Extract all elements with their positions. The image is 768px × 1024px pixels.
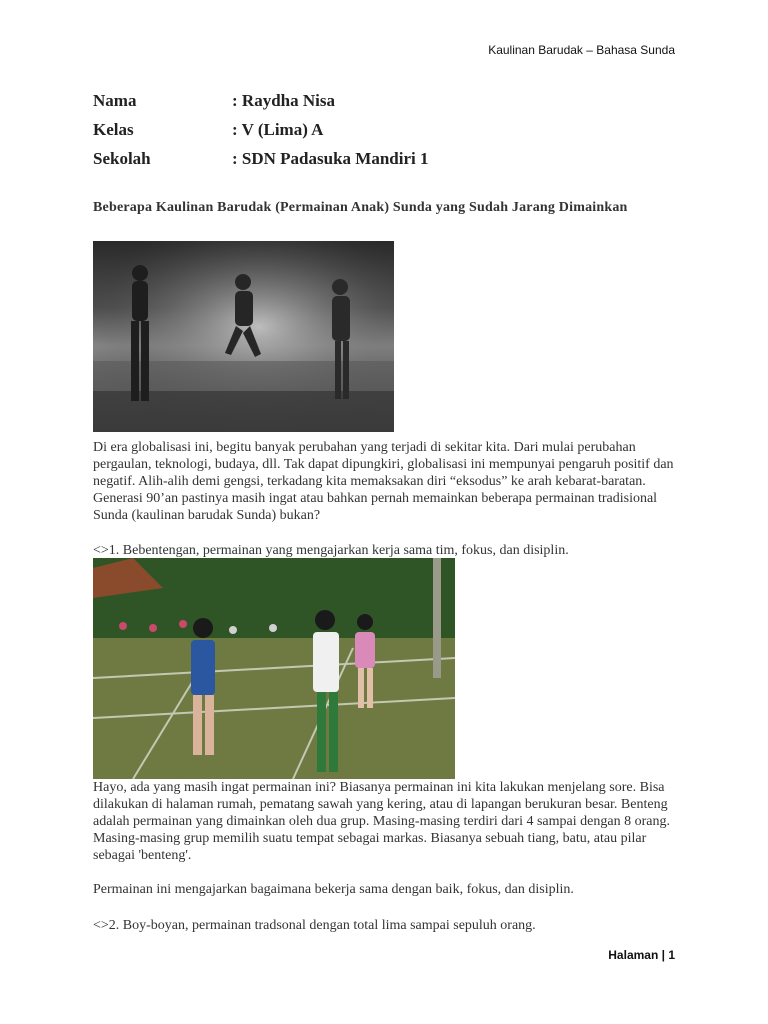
children-jumping-illustration [93,241,394,432]
list-item-1-heading: <>1. Bebentengan, permainan yang mengajarkan kerja sama tim, fokus, dan disiplin. [93,543,569,558]
info-value: : SDN Padasuka Mandiri 1 [232,148,429,168]
bebentengan-photo [93,558,455,779]
article-title: Beberapa Kaulinan Barudak (Permainan Anak) Sunda yang Sudah Jarang Dimainkan [93,200,628,215]
item-1-lesson: Permainan ini mengajarkan bagaimana bekerja sama dengan baik, fokus, dan disiplin. [93,882,574,897]
info-label: Sekolah [93,148,151,168]
bebentengan-illustration [93,558,455,779]
info-label: Kelas [93,119,134,139]
children-jumping-photo [93,241,394,432]
info-row-nama [93,86,428,115]
page-number: Halaman | 1 [608,948,675,962]
list-item-2-heading: <>2. Boy-boyan, permainan tradsonal dengan total lima sampai sepuluh orang. [93,918,536,933]
item-1-description: Hayo, ada yang masih ingat permainan ini? Biasanya permainan ini kita lakukan menjelang sore. Bisa dilakukan di halaman rumah, pematang sawah yang kering, atau di lapangan berukuran besar. Benteng adalah permainan yang dimainkan oleh dua grup. Masing-masing terdiri dari 4 sampai dengan 8 orang. Masing-masing grup memilih suatu tempat sebagai markas. Biasanya sebuah tiang, batu, atau pilar sebagai 'benteng'. [93,780,670,863]
info-row-sekolah [93,144,428,173]
info-value: : V (Lima) A [232,119,324,139]
document-header-title: Kaulinan Barudak – Bahasa Sunda [488,43,675,57]
info-value: : Raydha Nisa [232,90,335,110]
info-row-kelas [93,115,428,144]
intro-paragraph: Di era globalisasi ini, begitu banyak perubahan yang terjadi di sekitar kita. Dari mulai perubahan pergaulan, teknologi, budaya, dll. Tak dapat dipungkiri, globalisasi ini mempunyai pengaruh positif dan negatif. Alih-alih demi gengsi, terkadang kita memaksakan diri “eksodus” ke arah kebarat-baratan. Generasi 90’an pastinya masih ingat atau bahkan pernah memainkan beberapa permainan tradisional Sunda (kaulinan barudak Sunda) bukan? [93,440,674,523]
info-label: Nama [93,90,137,110]
student-info [93,86,428,173]
